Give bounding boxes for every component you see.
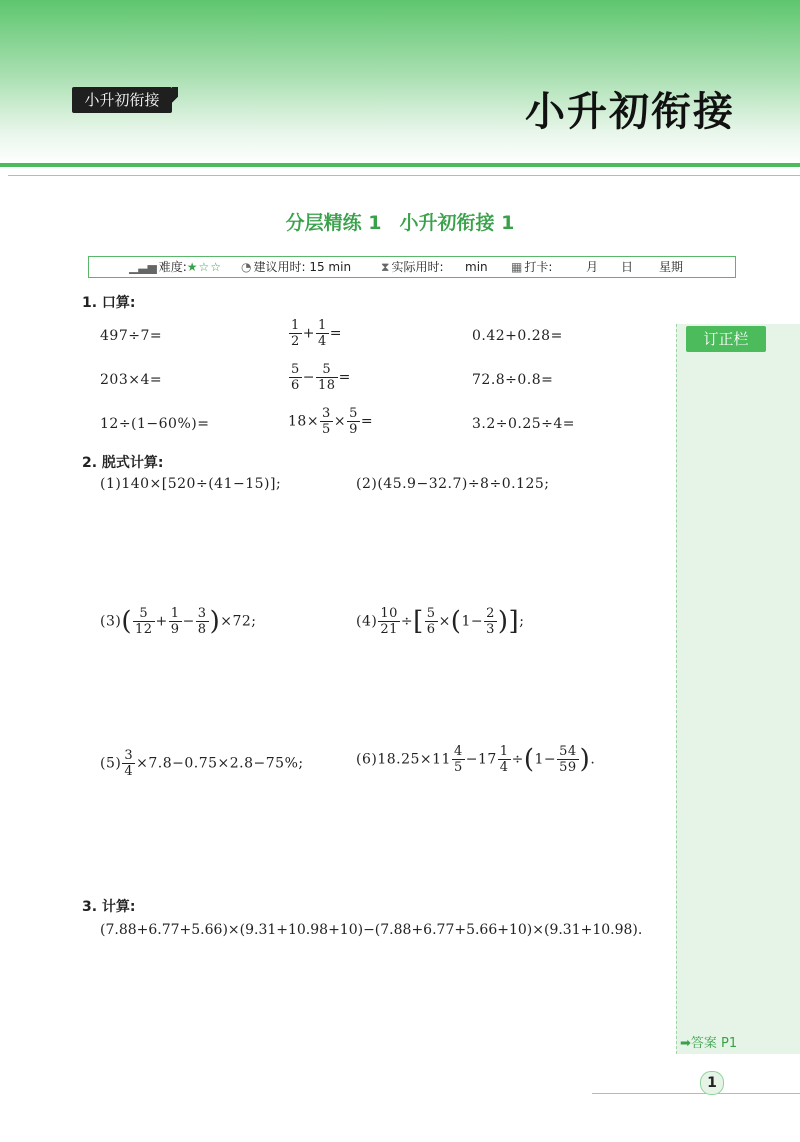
problem-5 (100, 748, 304, 779)
q2-frac2 (316, 318, 329, 349)
lesson-title-part2: 小升初衔接 1 (399, 212, 515, 234)
footer-divider (592, 1093, 800, 1094)
q5-d1: 6 (291, 378, 300, 393)
p3-d1: 12 (135, 622, 153, 637)
weekday-label: 星期 (659, 260, 684, 274)
actual-time (381, 257, 443, 277)
p6-lparen: ( (523, 744, 535, 775)
signal-bars-icon: ▁▃▅ (129, 260, 157, 274)
header-divider-thin (8, 175, 800, 176)
problem-3 (100, 606, 257, 637)
lesson-title (0, 208, 800, 235)
p3-frac1 (133, 606, 155, 637)
checkin-label: 打卡: (524, 260, 553, 274)
p6-frac1 (452, 744, 465, 775)
q3: 0.42+0.28= (472, 328, 563, 344)
q8-n2: 5 (349, 406, 358, 421)
p6-n2: 1 (499, 744, 509, 759)
p4-lbracket: [ (413, 606, 424, 637)
p6-d3: 59 (559, 760, 577, 775)
p4-d2: 6 (426, 622, 436, 637)
problem-4 (356, 606, 524, 637)
q5 (288, 362, 351, 393)
p3-pre: (3) (100, 613, 122, 630)
p4-one: 1− (461, 613, 484, 630)
p4-frac2 (425, 606, 438, 637)
q2 (288, 318, 342, 349)
p6-one: 1− (534, 751, 557, 768)
p4-rparen: ) (497, 606, 509, 637)
clock-icon: ◔ (241, 260, 252, 274)
q2-n1: 1 (291, 318, 300, 333)
q5-frac2 (316, 362, 338, 393)
section-1-title-text: 1. 口算: (82, 295, 136, 311)
month-label: 月 (586, 260, 599, 274)
p4-mul: × (438, 613, 451, 630)
p3-n3: 3 (197, 606, 207, 621)
q2-eq: = (329, 325, 343, 342)
p5-n1: 3 (124, 748, 134, 763)
p4-frac1 (378, 606, 400, 637)
checkin (511, 257, 552, 277)
q5-eq: = (338, 369, 351, 386)
lesson-title-part1: 分层精练 1 (285, 212, 382, 234)
q5-d2: 18 (318, 378, 336, 393)
section-2-title (82, 452, 164, 472)
q8 (288, 406, 373, 437)
p3-d3: 8 (197, 622, 207, 637)
q2-frac1 (289, 318, 302, 349)
hourglass-icon: ⧗ (381, 260, 390, 274)
page-title: 小升初衔接 (525, 89, 735, 135)
suggested-time (241, 257, 351, 277)
q7: 12÷(1−60%)= (100, 416, 210, 432)
actual-time-unit: min (465, 260, 488, 274)
q5-op: − (302, 369, 316, 386)
p6-n1: 4 (453, 744, 463, 759)
q5-n1: 5 (291, 362, 300, 377)
p6-pre: (6)18.25×11 (356, 751, 451, 768)
p4-rbracket: ] (508, 606, 520, 637)
q8-eq: = (360, 413, 374, 430)
section-3-title-text: 3. 计算: (82, 899, 136, 915)
section-1-title (82, 292, 136, 312)
p5-pre: (5) (100, 755, 122, 772)
p6-d2: 4 (499, 760, 509, 775)
q9: 3.2÷0.25÷4= (472, 416, 576, 432)
p6-frac3 (557, 744, 579, 775)
difficulty-stars: ★☆☆ (186, 260, 223, 274)
answer-reference: ➡答案 P1 (680, 1036, 738, 1051)
q5-n2: 5 (316, 362, 338, 378)
p6-mid: −17 (465, 751, 497, 768)
p3-op1: + (155, 613, 168, 630)
q2-op: + (302, 325, 316, 342)
section-3-title (82, 896, 136, 916)
p6-n3: 54 (559, 744, 577, 759)
q5-frac1 (289, 362, 302, 393)
p3-n2: 1 (170, 606, 180, 621)
q6: 72.8÷0.8= (472, 372, 554, 388)
p6-post: . (590, 751, 596, 768)
calendar-icon: ▦ (511, 260, 523, 274)
p6-rparen: ) (579, 744, 591, 775)
p3-post: ×72; (220, 613, 257, 630)
p4-pre: (4) (356, 613, 378, 630)
p4-n3: 2 (486, 606, 495, 621)
series-tag: 小升初衔接 (72, 87, 172, 113)
difficulty-label: 难度: (158, 260, 187, 274)
q8-n1: 3 (322, 406, 331, 421)
page-number: 1 (700, 1071, 724, 1095)
q8-a: 18× (288, 413, 320, 430)
p4-frac3 (484, 606, 497, 637)
p3-lparen: ( (121, 606, 132, 637)
p4-n2: 5 (426, 606, 436, 621)
q8-op: × (333, 413, 347, 430)
p3-rparen: ) (209, 606, 221, 637)
p4-post: ; (519, 613, 525, 630)
p3-op2: − (182, 613, 195, 630)
problem-6 (356, 744, 595, 775)
p4-lparen: ( (450, 606, 462, 637)
p6-frac2 (498, 744, 511, 775)
problem-3-expression: (7.88+6.77+5.66)×(9.31+10.98+10)−(7.88+6.77+5.66+10)×(9.31+10.98). (100, 922, 643, 938)
q1: 497÷7= (100, 328, 163, 344)
q8-frac2 (347, 406, 360, 437)
actual-time-label: 实际用时: (391, 260, 444, 274)
p5-post: ×7.8−0.75×2.8−75%; (136, 755, 304, 772)
day-label: 日 (621, 260, 634, 274)
p4-d3: 3 (486, 622, 495, 637)
p6-div: ÷ (511, 751, 524, 768)
problem-1: (1)140×[520÷(41−15)]; (100, 476, 282, 492)
q2-n2: 1 (318, 318, 327, 333)
q2-d2: 4 (318, 334, 327, 349)
p5-d1: 4 (124, 764, 134, 779)
difficulty (129, 257, 222, 277)
q8-d2: 9 (349, 422, 358, 437)
p3-n1: 5 (133, 606, 155, 622)
q4: 203×4= (100, 372, 163, 388)
problem-2: (2)(45.9−32.7)÷8÷0.125; (356, 476, 550, 492)
p3-frac2 (169, 606, 182, 637)
p3-d2: 9 (170, 622, 180, 637)
section-2-title-text: 2. 脱式计算: (82, 455, 164, 471)
q2-d1: 2 (291, 334, 300, 349)
suggested-time-text: 建议用时: 15 min (253, 260, 352, 274)
p3-frac3 (196, 606, 209, 637)
correction-tab: 订正栏 (686, 326, 766, 352)
p6-d1: 5 (453, 760, 463, 775)
header-divider (0, 163, 800, 167)
p5-frac1 (122, 748, 135, 779)
q8-d1: 5 (322, 422, 331, 437)
p4-div: ÷ (400, 613, 414, 630)
p4-n1: 10 (380, 606, 398, 621)
p4-d1: 21 (380, 622, 398, 637)
correction-column (676, 324, 800, 1054)
info-bar (88, 256, 736, 278)
q8-frac1 (320, 406, 333, 437)
